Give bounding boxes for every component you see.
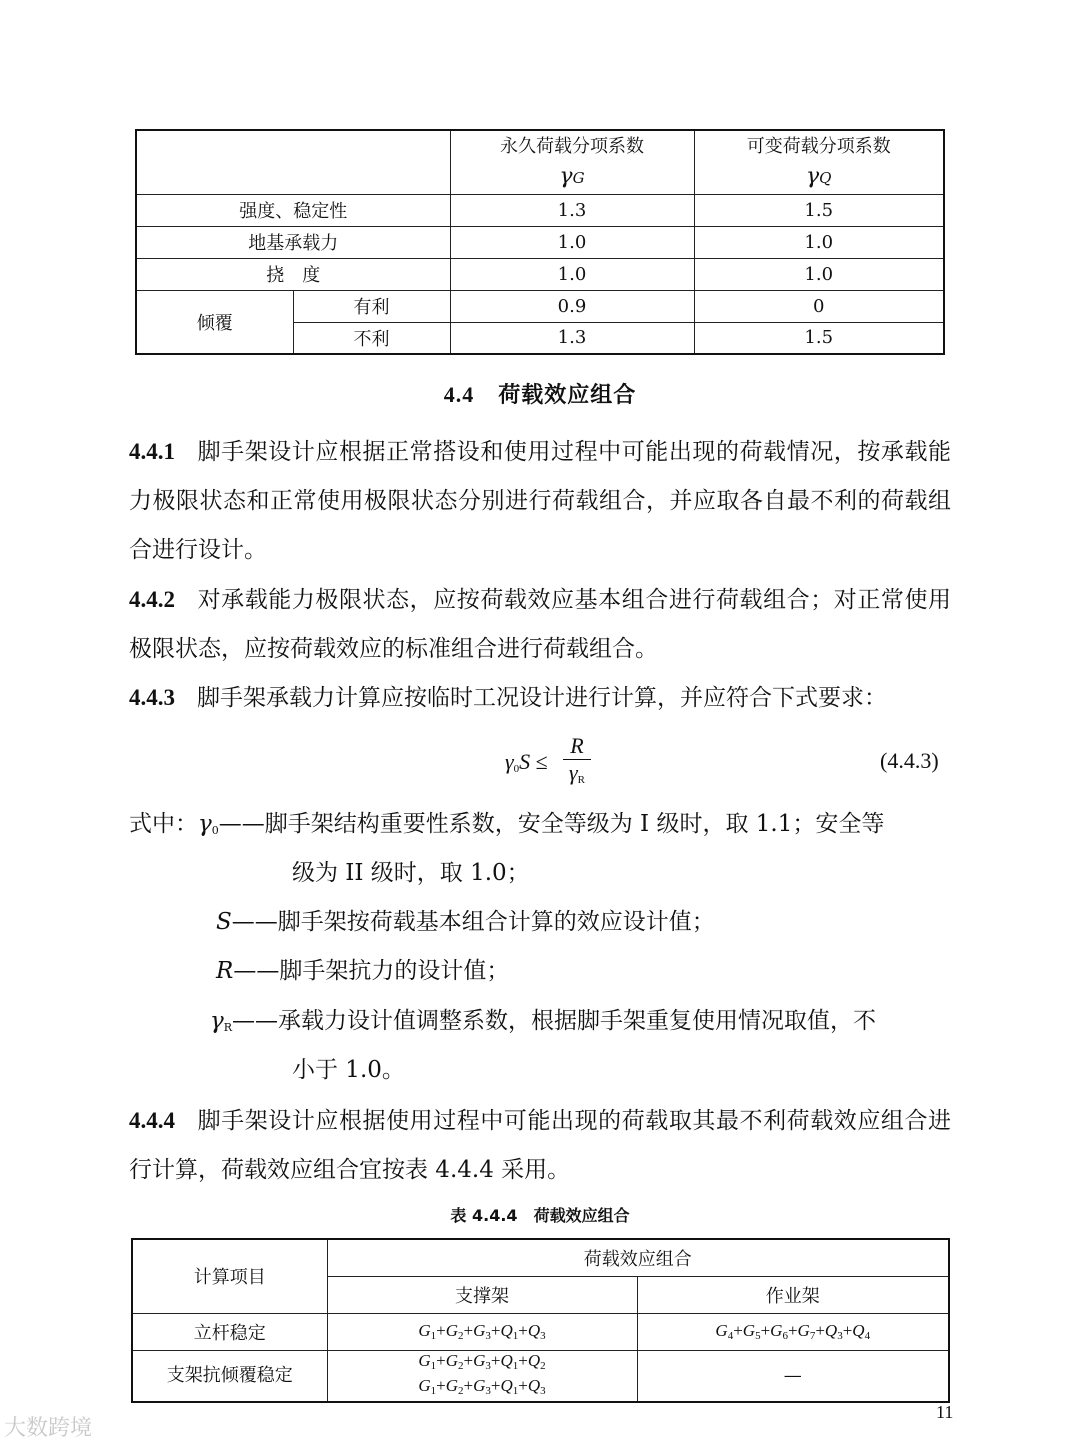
table-row xyxy=(136,258,944,290)
definition-gamma-r xyxy=(210,997,876,1052)
gamma-subscript: 0 xyxy=(513,763,520,775)
gamma-symbol: γ xyxy=(559,163,573,189)
definition-text: ——脚手架抗力的设计值； xyxy=(233,958,510,984)
section-title: 荷载效应组合 xyxy=(498,383,637,408)
row-label: 支架抗倾覆稳定 xyxy=(132,1350,327,1402)
row-label: 地基承载力 xyxy=(136,226,450,258)
permanent-factor-header xyxy=(450,130,694,194)
row-label: 有利 xyxy=(293,290,450,322)
section-number: 4.4 xyxy=(443,382,475,407)
clause-text: 对承载能力极限状态，应按荷载效应基本组合进行荷载组合；对正常使用极限状态，应按荷载效应的标准组合进行荷载组合。 xyxy=(129,587,951,662)
table-row xyxy=(132,1350,949,1402)
definition-s xyxy=(216,898,715,946)
support-frame-header: 支撑架 xyxy=(327,1276,637,1313)
equation-lhs xyxy=(505,749,548,775)
definition-text: ——承载力设计值调整系数，根据脚手架重复使用情况取值，不 xyxy=(232,1008,877,1034)
work-formula: — xyxy=(637,1350,949,1402)
variable-value: 1.5 xyxy=(694,322,944,354)
variable-value: 1.0 xyxy=(694,226,944,258)
clause-number: 4.4.3 xyxy=(129,685,175,710)
load-combination-table xyxy=(131,1238,950,1403)
table-row xyxy=(136,226,944,258)
load-factor-table xyxy=(135,129,945,355)
section-heading xyxy=(0,378,1080,409)
support-formula: $G_1+G_2+G_3+Q_1+Q_3$ xyxy=(327,1313,637,1350)
permanent-value: 1.3 xyxy=(450,194,694,226)
s-symbol: S xyxy=(519,749,531,774)
variable-value: 1.5 xyxy=(694,194,944,226)
table-title: 荷载效应组合 xyxy=(533,1206,630,1225)
s-symbol: S xyxy=(216,909,232,935)
gamma-symbol: γ xyxy=(568,760,578,785)
gamma-subscript: R xyxy=(223,1021,233,1034)
equation-fraction xyxy=(563,733,591,793)
definition-r xyxy=(216,947,509,995)
item-header: 计算项目 xyxy=(132,1239,327,1313)
permanent-value: 1.0 xyxy=(450,226,694,258)
table-caption xyxy=(0,1203,1080,1226)
watermark: 大数跨境 xyxy=(4,1416,93,1441)
r-symbol: R xyxy=(216,958,234,984)
table-row xyxy=(136,194,944,226)
definition-gamma-r-cont: 小于 1.0。 xyxy=(292,1057,405,1083)
clause-number: 4.4.2 xyxy=(129,587,175,612)
work-formula: $G_4+G_5+G_6+G_7+Q_3+Q_4$ xyxy=(637,1313,949,1350)
definition-gamma0-cont: 级为 II 级时，取 1.0； xyxy=(292,860,530,886)
clause-text: 脚手架承载力计算应按临时工况设计进行计算，并应符合下式要求： xyxy=(197,685,887,711)
clause-number: 4.4.4 xyxy=(129,1108,175,1133)
permanent-value: 0.9 xyxy=(450,290,694,322)
clause-4-4-1 xyxy=(129,427,951,575)
definition-intro: 式中： xyxy=(129,811,198,837)
table-header-row xyxy=(136,130,944,194)
row-label: 不利 xyxy=(293,322,450,354)
gamma-subscript: Q xyxy=(819,168,832,187)
variable-factor-header xyxy=(694,130,944,194)
row-label: 挠 度 xyxy=(136,258,450,290)
support-formula: $G_1+G_2+G_3+Q_1+Q_2$ $G_1+G_2+G_3+Q_1+Q_3$ xyxy=(327,1350,637,1402)
gamma-symbol: γ xyxy=(210,1008,224,1034)
gamma-subscript: 0 xyxy=(211,824,219,837)
gamma-symbol: γ xyxy=(505,749,514,774)
fraction-numerator: R xyxy=(563,733,591,760)
variable-value: 0 xyxy=(694,290,944,322)
gamma-symbol: γ xyxy=(198,811,212,837)
fraction-denominator xyxy=(563,760,591,793)
clause-4-4-4 xyxy=(129,1096,951,1195)
combination-header: 荷载效应组合 xyxy=(327,1239,949,1276)
page-number: 11 xyxy=(936,1402,954,1422)
definition-text: ——脚手架按荷载基本组合计算的效应设计值； xyxy=(231,909,715,935)
equation-number: (4.4.3) xyxy=(880,748,939,773)
permanent-factor-label: 永久荷载分项系数 xyxy=(500,135,644,157)
permanent-value: 1.0 xyxy=(450,258,694,290)
clause-number: 4.4.1 xyxy=(129,439,175,464)
gamma-subscript: R xyxy=(577,774,585,786)
table-row xyxy=(132,1313,949,1350)
variable-value: 1.0 xyxy=(694,258,944,290)
gamma-symbol: γ xyxy=(806,163,820,189)
blank-header-cell xyxy=(136,130,450,194)
group-label: 倾覆 xyxy=(136,290,293,354)
gamma-subscript: G xyxy=(572,168,585,187)
variable-factor-label: 可变荷载分项系数 xyxy=(746,135,891,157)
clause-text: 脚手架设计应根据正常搭设和使用过程中可能出现的荷载情况，按承载能力极限状态和正常使用极限状态分别进行荷载组合，并应取各自最不利的荷载组合进行设计。 xyxy=(129,439,951,563)
clause-4-4-2 xyxy=(129,575,951,674)
leq-symbol: ≤ xyxy=(535,749,548,774)
table-row xyxy=(136,290,944,322)
work-frame-header: 作业架 xyxy=(637,1276,949,1313)
clause-4-4-3 xyxy=(129,673,951,723)
row-label: 强度、稳定性 xyxy=(136,194,450,226)
permanent-value: 1.3 xyxy=(450,322,694,354)
clause-text: 脚手架设计应根据使用过程中可能出现的荷载取其最不利荷载效应组合进行计算，荷载效应组合宜按表 4.4.4 采用。 xyxy=(129,1108,951,1183)
definition-text: ——脚手架结构重要性系数，安全等级为 I 级时，取 1.1；安全等 xyxy=(218,811,885,837)
definition-gamma0 xyxy=(129,800,884,855)
row-label: 立杆稳定 xyxy=(132,1313,327,1350)
table-header-row xyxy=(132,1239,949,1276)
table-number: 表 4.4.4 xyxy=(450,1206,518,1225)
